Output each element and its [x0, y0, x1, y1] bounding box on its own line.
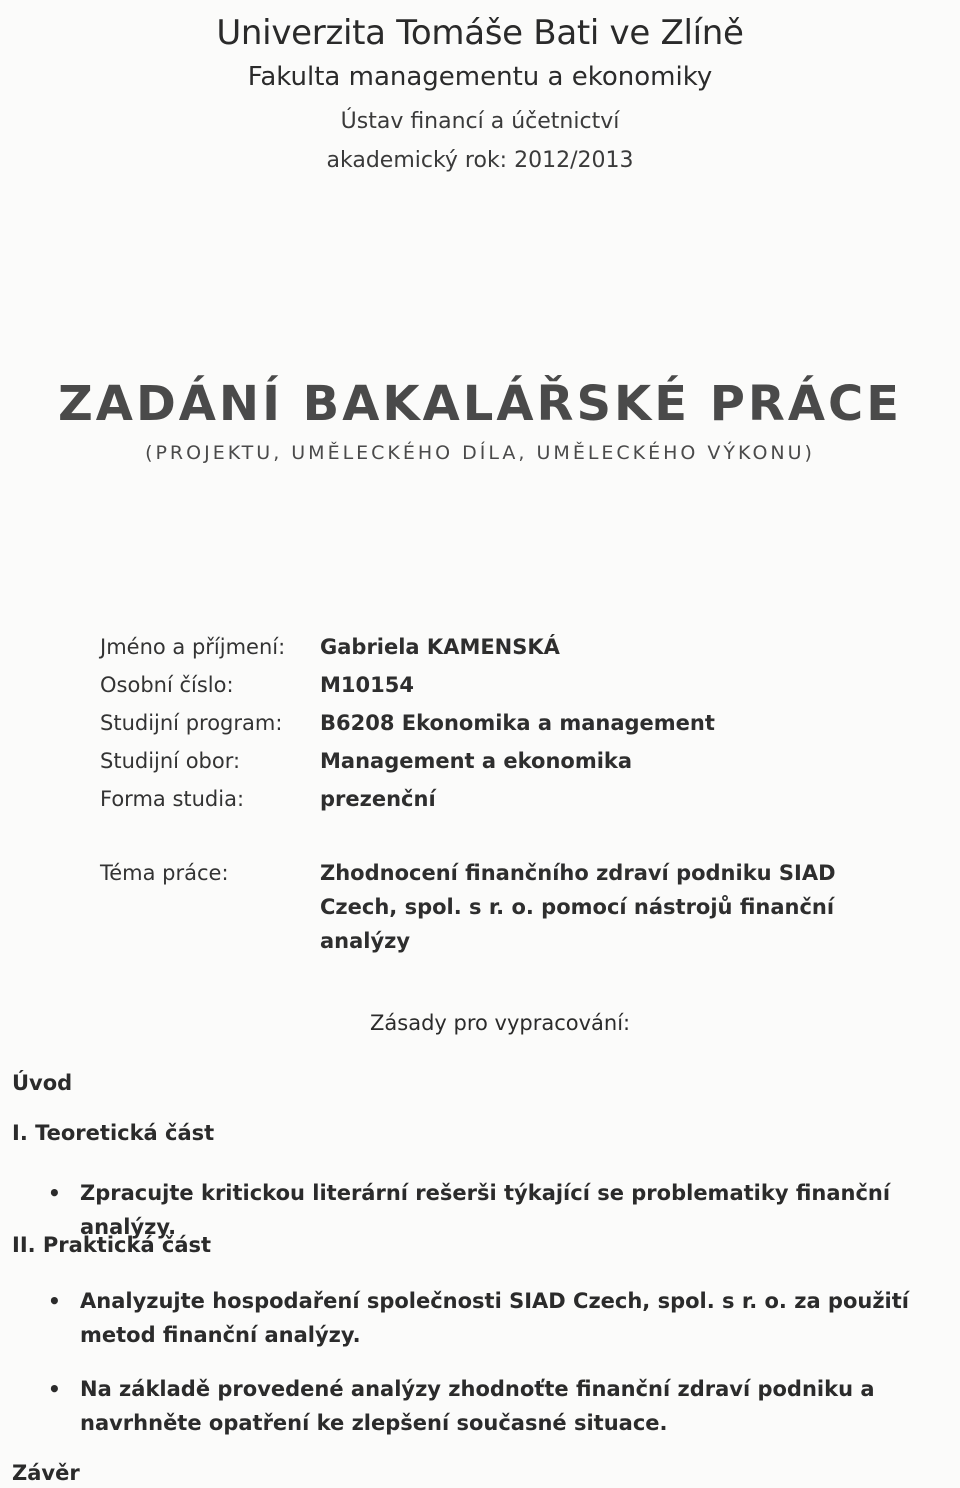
bullet-icon: • — [48, 1377, 61, 1401]
student-info — [100, 628, 715, 818]
document-title: ZADÁNÍ BAKALÁŘSKÉ PRÁCE — [57, 376, 903, 432]
title-block — [0, 372, 960, 468]
program-row — [100, 704, 715, 742]
list-item-text: Zpracujte kritickou literární rešerši týkající se problematiky finanční analýzy. — [80, 1181, 891, 1239]
form-value: prezenční — [320, 787, 436, 811]
form-label: Forma studia: — [100, 787, 245, 811]
field-label: Studijní obor: — [100, 749, 241, 773]
bullet-icon: • — [48, 1181, 61, 1205]
faculty-name: Fakulta managementu a ekonomiky — [247, 62, 713, 92]
name-row — [100, 628, 715, 666]
name-label: Jméno a příjmení: — [100, 635, 286, 659]
program-label: Studijní program: — [100, 711, 283, 735]
guidelines-heading: Zásady pro vypracování: — [370, 1011, 631, 1035]
field-row — [100, 742, 715, 780]
document-subtitle: (PROJEKTU, UMĚLECKÉHO DÍLA, UMĚLECKÉHO VÝKONU) — [145, 442, 815, 464]
list-item-text: Analyzujte hospodaření společnosti SIAD Czech, spol. s r. o. za použití metod finanční analýzy. — [80, 1289, 909, 1347]
list-item-text: Na základě provedené analýzy zhodnoťte finanční zdraví podniku a navrhněte opatření ke zlepšení současné situace. — [80, 1377, 875, 1435]
program-value: B6208 Ekonomika a management — [320, 711, 715, 735]
field-value: Management a ekonomika — [320, 749, 633, 773]
topic-row — [100, 856, 920, 958]
document-header — [0, 10, 960, 178]
form-row — [100, 780, 715, 818]
name-value: Gabriela KAMENSKÁ — [320, 635, 560, 659]
section-practice: II. Praktická část — [12, 1233, 212, 1257]
id-label: Osobní číslo: — [100, 673, 234, 697]
topic-label: Téma práce: — [100, 861, 229, 885]
section-conclusion: Závěr — [12, 1461, 80, 1485]
section-intro: Úvod — [12, 1071, 73, 1095]
institute-name: Ústav financí a účetnictví — [340, 109, 620, 134]
academic-year: akademický rok: 2012/2013 — [326, 148, 634, 173]
bullet-icon: • — [48, 1289, 61, 1313]
id-value: M10154 — [320, 673, 414, 697]
university-name: Univerzita Tomáše Bati ve Zlíně — [216, 13, 744, 53]
list-item — [48, 1372, 948, 1440]
list-item — [48, 1284, 948, 1352]
topic-value: Zhodnocení finančního zdraví podniku SIAD Czech, spol. s r. o. pomocí nástrojů finanční analýzy — [320, 861, 836, 953]
id-row — [100, 666, 715, 704]
section-theory: I. Teoretická část — [12, 1121, 215, 1145]
